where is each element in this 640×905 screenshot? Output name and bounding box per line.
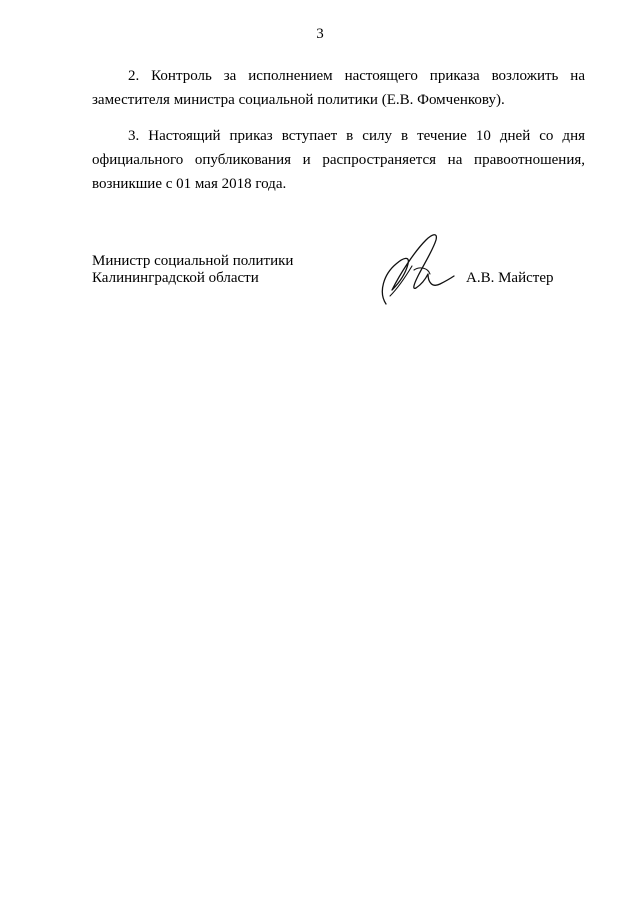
signatory-position [92, 253, 293, 287]
signatory-title: Министр социальной политики [92, 253, 294, 269]
paragraph-3: 3. Настоящий приказ вступает в силу в течение 10 дней со дня официального опубликования и распространяется на правоотношения, возникшие с 01 мая 2018 года. [92, 128, 585, 192]
paragraph-2: 2. Контроль за исполнением настоящего приказа возложить на заместителя министра социальной политики (Е.В. Фомченкову). [92, 68, 585, 108]
page-number: 3 [316, 26, 324, 42]
signatory-region: Калининградской области [92, 270, 259, 286]
handwritten-signature [370, 226, 460, 310]
signatory-name: А.В. Майстер [466, 270, 554, 286]
